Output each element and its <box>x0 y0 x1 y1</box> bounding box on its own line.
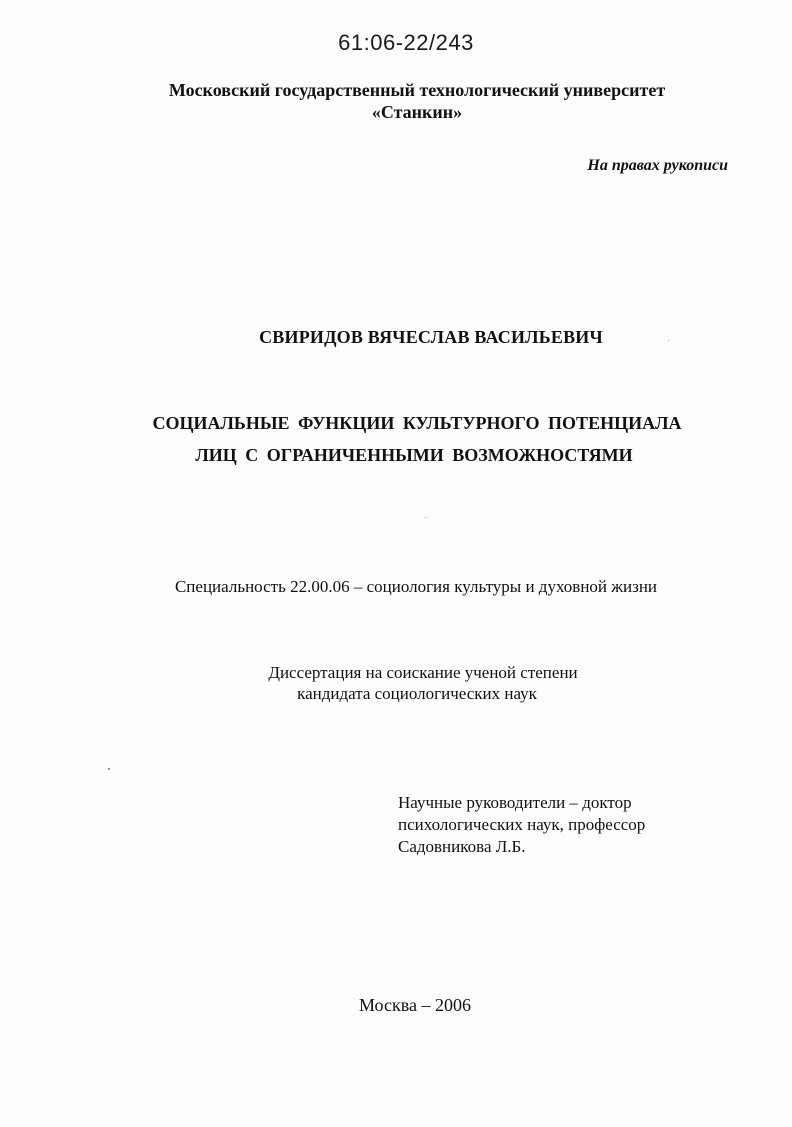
degree-line2: кандидата социологических наук <box>297 684 537 703</box>
catalog-number: 61:06-22/243 <box>338 30 474 55</box>
scan-speck <box>108 768 110 770</box>
scan-speck <box>668 340 669 341</box>
supervisor-line2: психологических наук, профессор <box>398 815 646 834</box>
degree-line1: Диссертация на соискание ученой степени <box>268 663 578 682</box>
supervisor-line3: Садовникова Л.Б. <box>398 837 526 856</box>
author-name: СВИРИДОВ ВЯЧЕСЛАВ ВАСИЛЬЕВИЧ <box>259 327 603 347</box>
scan-speck <box>425 517 426 518</box>
manuscript-rights-note: На правах рукописи <box>587 157 728 174</box>
dissertation-title-line1: СОЦИАЛЬНЫЕ ФУНКЦИИ КУЛЬТУРНОГО ПОТЕНЦИАЛА <box>152 413 682 433</box>
supervisor-line1: Научные руководители – доктор <box>398 793 632 812</box>
university-name-line2: «Станкин» <box>371 102 463 122</box>
dissertation-title-line2: ЛИЦ С ОГРАНИЧЕННЫМИ ВОЗМОЖНОСТЯМИ <box>195 445 633 465</box>
city-year: Москва – 2006 <box>359 995 471 1015</box>
specialty-line: Специальность 22.00.06 – социология культуры и духовной жизни <box>174 577 658 596</box>
university-name-line1: Московский государственный технологический университет <box>168 80 666 100</box>
